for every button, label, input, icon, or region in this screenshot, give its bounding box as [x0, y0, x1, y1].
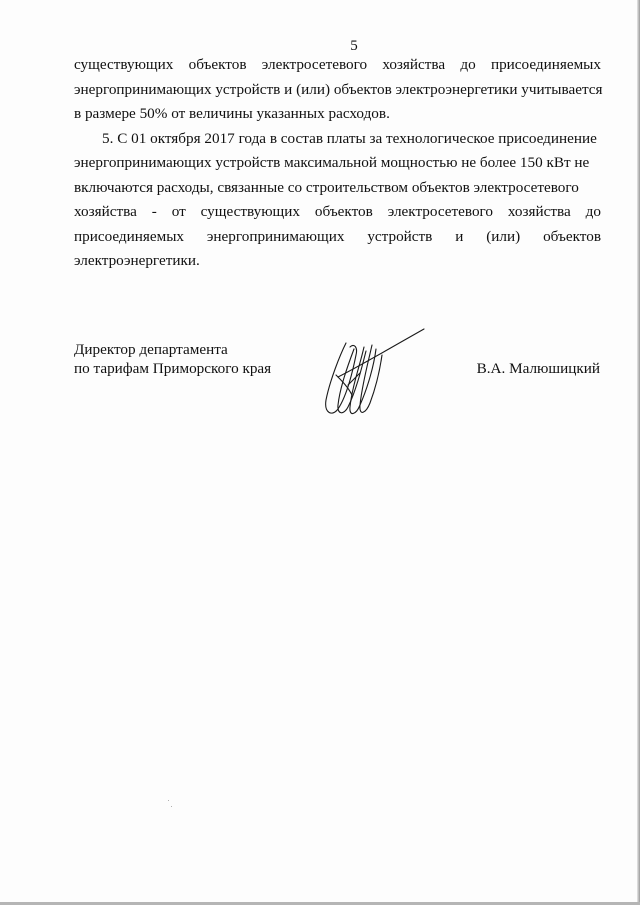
word: существующих	[200, 203, 300, 220]
text-line-5: энергопринимающих устройств максимальной мощностью не более 150 кВт не	[74, 154, 590, 171]
signer-name: В.А. Малюшицкий	[476, 360, 600, 377]
handwritten-signature	[318, 325, 428, 420]
word: до	[460, 56, 476, 73]
paragraph-5	[74, 127, 601, 274]
word: присоединяемых	[74, 227, 185, 245]
signatory-position	[74, 340, 271, 378]
word: электросетевого	[261, 56, 368, 73]
text-line-4: 5. С 01 октября 2017 года в состав платы за технологическое присоединение	[102, 129, 597, 147]
position-line-1: Директор департамента	[74, 341, 228, 358]
word: до	[585, 203, 601, 220]
text-line-3: в размере 50% от величины указанных расходов.	[74, 105, 390, 122]
document-body	[74, 53, 601, 274]
text-line-7	[74, 200, 601, 225]
word: электросетевого	[387, 203, 493, 220]
word: хозяйства	[382, 56, 446, 73]
word: объектов	[188, 56, 247, 73]
text-line-6: включаются расходы, связанные со строительством объектов электросетевого	[74, 178, 579, 196]
word: присоединяемых	[490, 56, 601, 73]
word: объектов	[314, 203, 373, 220]
word: хозяйства	[74, 203, 137, 220]
word: хозяйства	[507, 203, 571, 220]
position-line-2: по тарифам Приморского края	[74, 360, 272, 377]
scan-speck	[168, 800, 169, 801]
text-line-1	[74, 53, 601, 78]
word: от	[171, 203, 186, 220]
word: существующих	[74, 56, 174, 73]
word: и	[455, 227, 464, 245]
text-line-2: энергопринимающих устройств и (или) объектов электроэнергетики учитывается	[74, 80, 603, 98]
word: -	[151, 203, 157, 220]
word: (или)	[486, 227, 521, 245]
text-line-8	[74, 225, 601, 250]
word: устройств	[367, 227, 433, 245]
paragraph-continuation	[74, 53, 601, 127]
text-line-9: электроэнергетики.	[74, 252, 200, 269]
scan-speck	[171, 806, 172, 807]
word: объектов	[543, 227, 601, 245]
page-number: 5	[350, 38, 358, 54]
word: энергопринимающих	[206, 227, 345, 245]
